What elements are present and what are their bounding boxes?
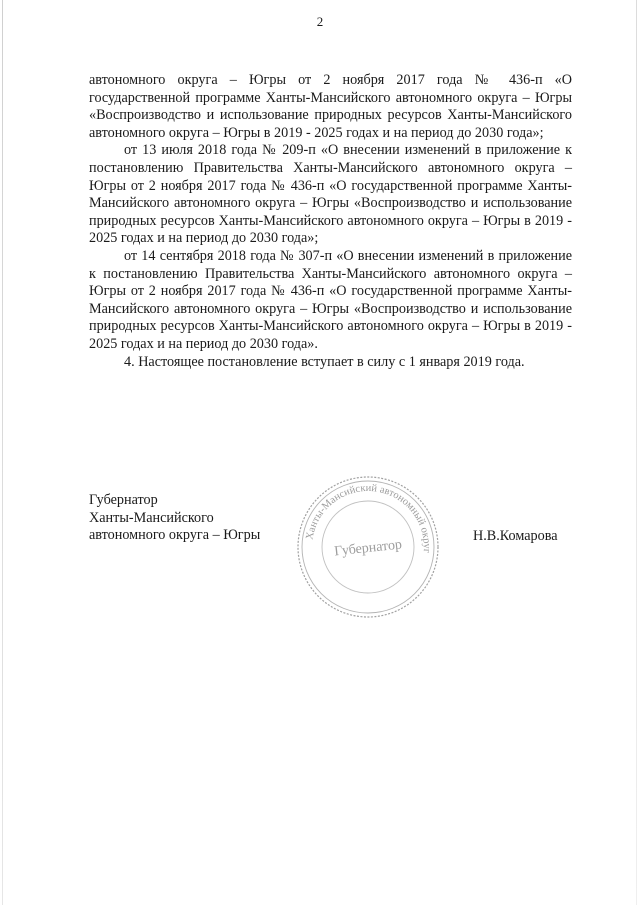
signature-title-line: Губернатор — [89, 492, 158, 508]
document-body — [89, 72, 572, 371]
signature-title-line: Ханты-Мансийского — [89, 509, 214, 526]
signature-title-line: автономного округа – Югры — [89, 527, 261, 544]
signer-name: Н.В.Комарова — [473, 528, 558, 544]
seal-ring-text: Ханты-Мансийский автономный округ — [304, 482, 433, 554]
paragraph-effective-date: 4. Настоящее постановление вступает в силу с 1 января 2019 года. — [124, 353, 525, 370]
page-number: 2 — [316, 14, 324, 29]
scan-edge-left — [2, 0, 3, 905]
paragraph-amendment-307: от 14 сентября 2018 года № 307-п «О внесении изменений в приложение к постановлению Правительства Ханты-Мансийского автономного округа – Югры от 2 ноября 2017 года № 436-п «О государственной программе Ханты-Мансийского автономного округа – Югры «Воспроизводство и использование природных ресурсов Ханты-Мансийского автономного округа – Югры в 2019 - 2025 годах и на период до 2030 года». — [89, 247, 572, 352]
seal-center-text: Губернатор — [333, 537, 403, 560]
signature-title-block — [89, 492, 289, 545]
paragraph-continuation: автономного округа – Югры от 2 ноября 2017 года № 436-п «О государственной программе Ханты-Мансийского автономного округа – Югры «Воспроизводство и использование природных ресурсов Ханты-Мансийского автономного округа – Югры в 2019 - 2025 годах и на период до 2030 года»; — [89, 72, 572, 141]
official-seal — [295, 474, 441, 620]
paragraph-amendment-209: от 13 июля 2018 года № 209-п «О внесении изменений в приложение к постановлению Правительства Ханты-Мансийского автономного округа – Югры от 2 ноября 2017 года № 436-п «О государственной программе Ханты-Мансийского автономного округа – Югры «Воспроизводство и использование природных ресурсов Ханты-Мансийского автономного округа – Югры в 2019 - 2025 годах и на период до 2030 года»; — [89, 142, 572, 247]
scan-edge-right — [636, 0, 637, 905]
